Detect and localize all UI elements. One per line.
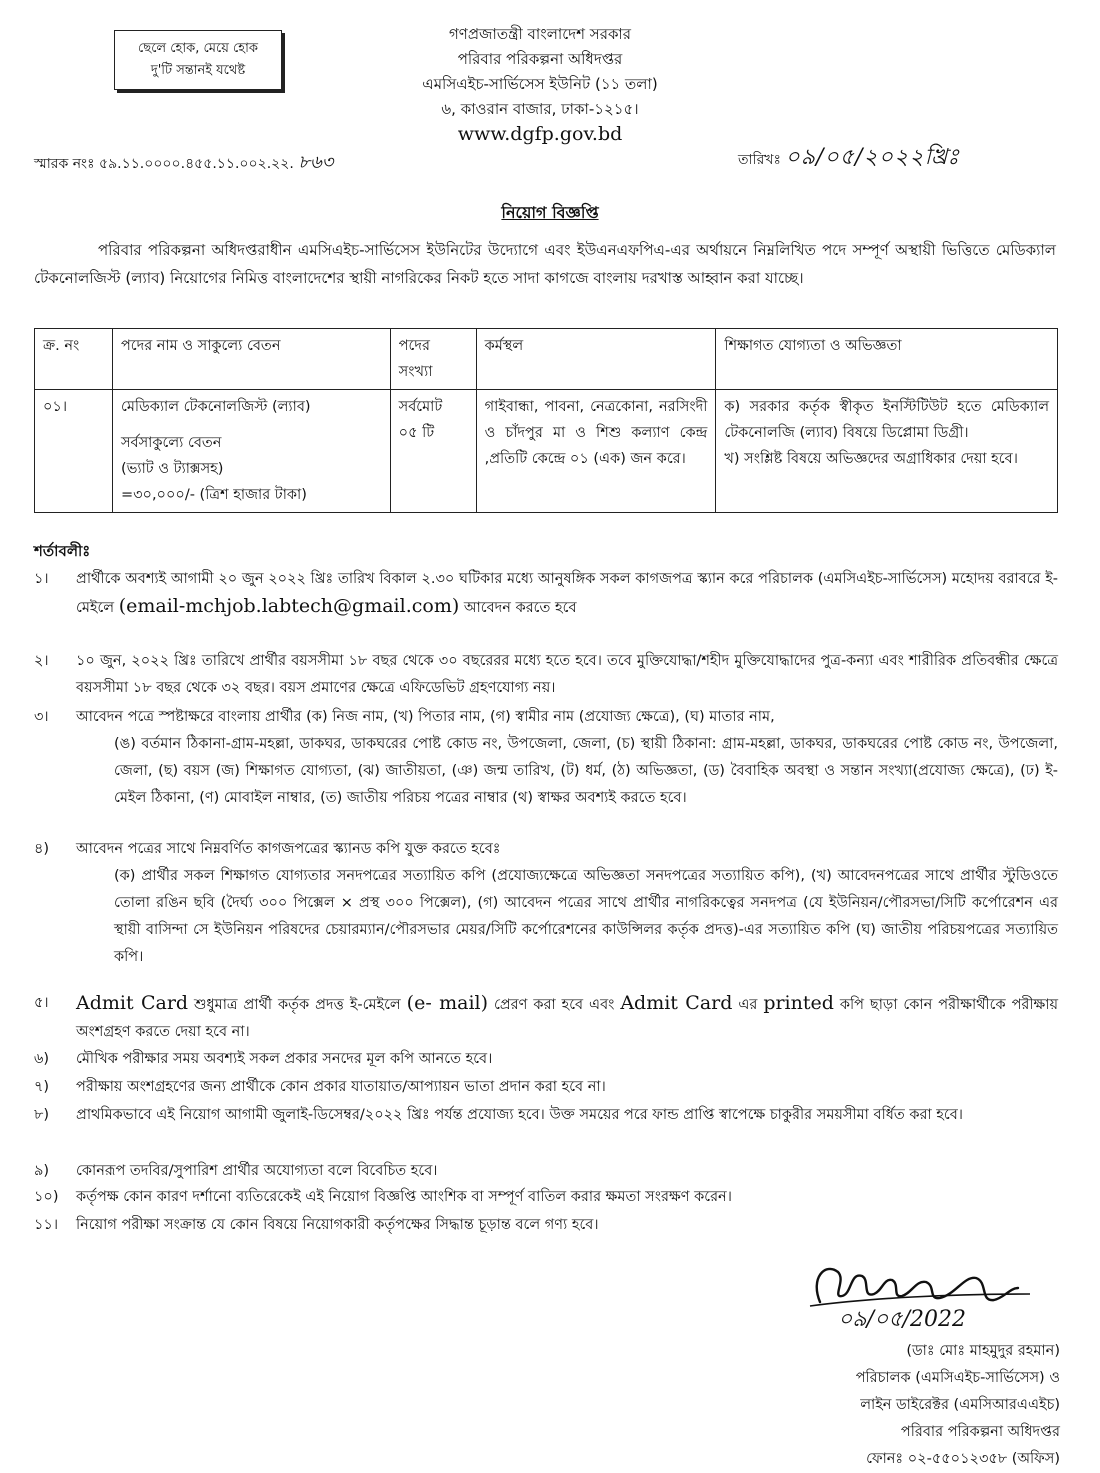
condition-8 — [34, 1102, 1058, 1129]
condition-text: প্রেরণ করা হবে এবং — [493, 997, 615, 1013]
condition-text: আবেদন পত্রে স্পষ্টাক্ষরে বাংলায় প্রার্থীর (ক) নিজ নাম, (খ) পিতার নাম, (গ) স্বামীর নাম (প্রযোজ্য ক্ষেত্রে), (ঘ) মাতার নাম, — [76, 709, 775, 725]
col-post-count: পদের সংখ্যা — [390, 329, 476, 390]
printed-term: printed — [763, 992, 834, 1014]
condition-text: নিয়োগ পরীক্ষা সংক্রান্ত যে কোন বিষয়ে নিয়োগকারী কর্তৃপক্ষের সিদ্ধান্ত চূড়ান্ত বলে গণ্য হবে। — [76, 1217, 599, 1233]
email-term: (e- mail) — [406, 992, 489, 1014]
date-label: তারিখঃ — [738, 152, 781, 168]
condition-number: ৭) — [34, 1079, 50, 1095]
col-serial: ক্র. নং — [35, 329, 113, 390]
cell-post-name — [112, 390, 390, 513]
post-name: মেডিক্যাল টেকনোলজিস্ট (ল্যাব) — [120, 399, 311, 415]
col-workplace: কর্মস্থল — [476, 329, 716, 390]
condition-text: এর — [738, 997, 758, 1013]
signatory-title-1: পরিচালক (এমসিএইচ-সার্ভিসেস) ও — [855, 1370, 1060, 1386]
qualification-a: ক) সরকার কর্তৃক স্বীকৃত ইনস্টিটিউট হতে মেডিক্যাল টেকনোলজি (ল্যাব) বিষয়ে ডিপ্লোমা ডিগ্রী। — [724, 399, 1049, 441]
cell-serial: ০১। — [35, 390, 113, 513]
condition-text: আবেদন পত্রের সাথে নিম্নবর্ণিত কাগজপত্রের স্ক্যানড কপি যুক্ত করতে হবেঃ — [76, 841, 501, 857]
col-qualification: শিক্ষাগত যোগ্যতা ও অভিজ্ঞতা — [716, 329, 1058, 390]
directorate-name: পরিবার পরিকল্পনা অধিদপ্তর — [457, 50, 623, 68]
website: www.dgfp.gov.bd — [457, 123, 623, 145]
cell-qualification — [716, 390, 1058, 513]
memo-handwritten-number: ৮৬৩ — [298, 152, 334, 173]
condition-number: ৮) — [34, 1107, 50, 1123]
salary-label: সর্বসাকুল্যে বেতন — [120, 435, 222, 451]
org-header — [340, 22, 740, 147]
condition-text: পরীক্ষায় অংশগ্রহণের জন্য প্রার্থীকে কোন প্রকার যাতায়াত/আপ্যায়ন ভাতা প্রদান করা হবে না। — [76, 1079, 606, 1095]
admit-card-term: Admit Card — [76, 992, 189, 1014]
issue-date — [738, 140, 960, 177]
cell-post-count — [390, 390, 476, 513]
table-header-row — [35, 329, 1058, 390]
condition-number: ১০) — [34, 1189, 59, 1205]
condition-number: ৩। — [34, 709, 49, 725]
signatory-phone: ফোনঃ ০২-৫৫০১২৩৫৮ (অফিস) — [866, 1451, 1060, 1467]
condition-subtext: (ক) প্রার্থীর সকল শিক্ষাগত যোগ্যতার সনদপত্রের সত্যায়িত কপি (প্রযোজ্যক্ষেত্রে অভিজ্ঞতা সনদপত্রের সত্যায়িত কপি), (খ) আবেদনপত্রের সাথে প্রার্থীর স্টুডিওতে তোলা রঙিন ছবি (দৈর্ঘ্য ৩০০ পিক্সেল × প্রস্থ ৩০০ পিক্সেল), (গ) আবেদন পত্রের সাথে প্রার্থীর নাগরিকত্বের সনদপত্র (যে ইউনিয়ন/পৌরসভা/সিটি কর্পোরেশন এর স্থায়ী বাসিন্দা সে ইউনিয়ন পরিষদের চেয়ারম্যান/পৌরসভার মেয়র/সিটি কর্পোরেশনের কাউন্সিলর কর্তৃক প্রদত্ত)-এর সত্যায়িত কপি (ঘ) জাতীয় পরিচয়পত্রের সত্যায়িত কপি। — [114, 868, 1058, 965]
condition-10 — [34, 1184, 1058, 1211]
table-row — [35, 390, 1058, 513]
condition-text: ১০ জুন, ২০২২ খ্রিঃ তারিখে প্রার্থীর বয়সসীমা ১৮ বছর থেকে ৩০ বছরেরর মধ্যে হতে হবে। তবে মুক্তিযোদ্ধা/শহীদ মুক্তিযোদ্ধাদের পুত্র-কন্যা এবং শারীরিক প্রতিবন্ধীর ক্ষেত্রে বয়সসীমা ১৮ বছর থেকে ৩২ বছর। বয়স প্রমাণের ক্ষেত্রে এফিডেভিট গ্রহণযোগ্য নয়। — [76, 653, 1058, 696]
condition-number: ৯) — [34, 1163, 50, 1179]
condition-text: কপি ছাড়া কোন পরীক্ষার্থীকে পরীক্ষায় অংশগ্রহণ করতে দেয়া হবে না। — [76, 997, 1059, 1040]
memo-prefix: স্মারক নংঃ ৫৯.১১.০০০০.৪৫৫.১১.০০২.২২. — [34, 156, 294, 172]
col-post-name: পদের নাম ও সাকুল্যে বেতন — [112, 329, 390, 390]
condition-5 — [34, 990, 1058, 1046]
count-line-2: ০৫ টি — [398, 425, 435, 441]
condition-number: ২। — [34, 653, 49, 669]
signatory-block — [720, 1338, 1060, 1473]
condition-number: ৬) — [34, 1051, 50, 1067]
slogan-box — [114, 30, 282, 90]
admit-card-term: Admit Card — [620, 992, 733, 1014]
signatory-office: পরিবার পরিকল্পনা অধিদপ্তর — [900, 1424, 1060, 1440]
signature-date: ০৯/০৫/2022 — [838, 1307, 966, 1332]
condition-text: কোনরূপ তদবির/সুপারিশ প্রার্থীর অযোগ্যতা বলে বিবেচিত হবে। — [76, 1163, 438, 1179]
condition-number: ৪) — [34, 841, 50, 857]
condition-1 — [34, 566, 1058, 622]
slogan-line-1: ছেলে হোক, মেয়ে হোক — [138, 41, 258, 56]
email-address: (email-mchjob.labtech@gmail.com) — [118, 595, 460, 617]
salary-note: (ভ্যাট ও ট্যাক্সসহ) — [120, 461, 224, 477]
post-table — [34, 328, 1058, 513]
condition-number: ১। — [34, 571, 49, 587]
notice-title: নিয়োগ বিজ্ঞপ্তি — [501, 203, 599, 222]
condition-number: ৫। — [34, 995, 49, 1011]
gov-name: গণপ্রজাতন্ত্রী বাংলাদেশ সরকার — [448, 25, 632, 43]
condition-4 — [34, 836, 1058, 971]
condition-text: আবেদন করতে হবে — [463, 600, 577, 616]
condition-11 — [34, 1212, 1058, 1239]
intro-paragraph: পরিবার পরিকল্পনা অধিদপ্তরাধীন এমসিএইচ-সার্ভিসেস ইউনিটের উদ্যোগে এবং ইউএনএফপিএ-এর অর্থায়নে নিম্নলিখিত পদে সম্পূর্ণ অস্থায়ী ভিত্তিতে মেডিক্যাল টেকনোলজিস্ট (ল্যাব) নিয়োগের নিমিত্ত বাংলাদেশের স্থায়ী নাগরিকের নিকট হতে সাদা কাগজে বাংলায় দরখাস্ত আহ্বান করা যাচ্ছে। — [34, 241, 1056, 287]
salary-amount: =৩০,০০০/- (ত্রিশ হাজার টাকা) — [120, 487, 307, 503]
condition-number: ১১। — [34, 1217, 59, 1233]
condition-2 — [34, 648, 1058, 702]
condition-text: মৌখিক পরীক্ষার সময় অবশ্যই সকল প্রকার সনদের মূল কপি আনতে হবে। — [76, 1051, 493, 1067]
count-line-1: সর্বমোট — [398, 399, 443, 415]
condition-6 — [34, 1046, 1058, 1073]
condition-text: শুধুমাত্র প্রার্থী কর্তৃক প্রদত্ত ই-মেইলে — [194, 997, 401, 1013]
qualification-b: খ) সংশ্লিষ্ট বিষয়ে অভিজ্ঞদের অগ্রাধিকার দেয়া হবে। — [724, 451, 1018, 467]
condition-subtext: (ঙ) বর্তমান ঠিকানা-গ্রাম-মহল্লা, ডাকঘর, ডাকঘরের পোষ্ট কোড নং, উপজেলা, জেলা, (চ) স্থায়ী ঠিকানা: গ্রাম-মহল্লা, ডাকঘর, ডাকঘরের পোষ্ট কোড নং, উপজেলা, জেলা, (ছ) বয়স (জ) শিক্ষাগত যোগ্যতা, (ঝ) জাতীয়তা, (ঞ) জন্ম তারিখ, (ট) ধর্ম, (ঠ) অভিজ্ঞতা, (ড) বৈবাহিক অবস্থা ও সন্তান সংখ্যা(প্রযোজ্য ক্ষেত্রে), (ঢ) ই-মেইল ঠিকানা, (ণ) মোবাইল নাম্বার, (ত) জাতীয় পরিচয় পত্রের নাম্বার (থ) স্বাক্ষর অবশ্যই করতে হবে। — [114, 736, 1058, 806]
condition-3 — [34, 704, 1058, 812]
condition-text: প্রার্থীকে অবশ্যই আগামী ২০ জুন ২০২২ খ্রিঃ তারিখ বিকাল ২.৩০ ঘটিকার মধ্যে আনুষঙ্গিক সকল কাগজপত্র স্ক্যান করে পরিচালক (এমসিএইচ-সার্ভিসেস) মহোদয় বরাবরে ই-মেইলে — [76, 571, 1058, 616]
condition-text: প্রাথমিকভাবে এই নিয়োগ আগামী জুলাই-ডিসেম্বর/২০২২ খ্রিঃ পর্যন্ত প্রযোজ্য হবে। উক্ত সময়ের পরে ফান্ড প্রাপ্তি স্বাপেক্ষে চাকুরীর সময়সীমা বর্ধিত করা হবে। — [76, 1107, 963, 1123]
memo-number — [34, 148, 333, 179]
slogan-line-2: দু'টি সন্তানই যথেষ্ট — [150, 63, 246, 78]
condition-7 — [34, 1074, 1058, 1101]
signatory-title-2: লাইন ডাইরেক্টর (এমসিআরএএইচ) — [860, 1397, 1060, 1413]
unit-name: এমসিএইচ-সার্ভিসেস ইউনিট (১১ তলা) — [422, 75, 658, 93]
signatory-name: (ডাঃ মোঃ মাহমুদুর রহমান) — [906, 1343, 1060, 1359]
date-value: ০৯/০৫/২০২২খ্রিঃ — [785, 145, 960, 170]
cell-workplace: গাইবান্ধা, পাবনা, নেত্রকোনা, নরসিংদী ও চাঁদপুর মা ও শিশু কল্যাণ কেন্দ্র ,প্রতিটি কেন্দ্রে ০১ (এক) জন করে। — [476, 390, 716, 513]
condition-9 — [34, 1158, 1058, 1185]
conditions-heading: শর্তাবলীঃ — [34, 542, 91, 560]
condition-text: কর্তৃপক্ষ কোন কারণ দর্শানো ব্যতিরেকেই এই নিয়োগ বিজ্ঞপ্তি আংশিক বা সম্পূর্ণ বাতিল করার ক্ষমতা সংরক্ষণ করেন। — [76, 1189, 732, 1205]
address: ৬, কাওরান বাজার, ঢাকা-১২১৫। — [441, 100, 639, 118]
